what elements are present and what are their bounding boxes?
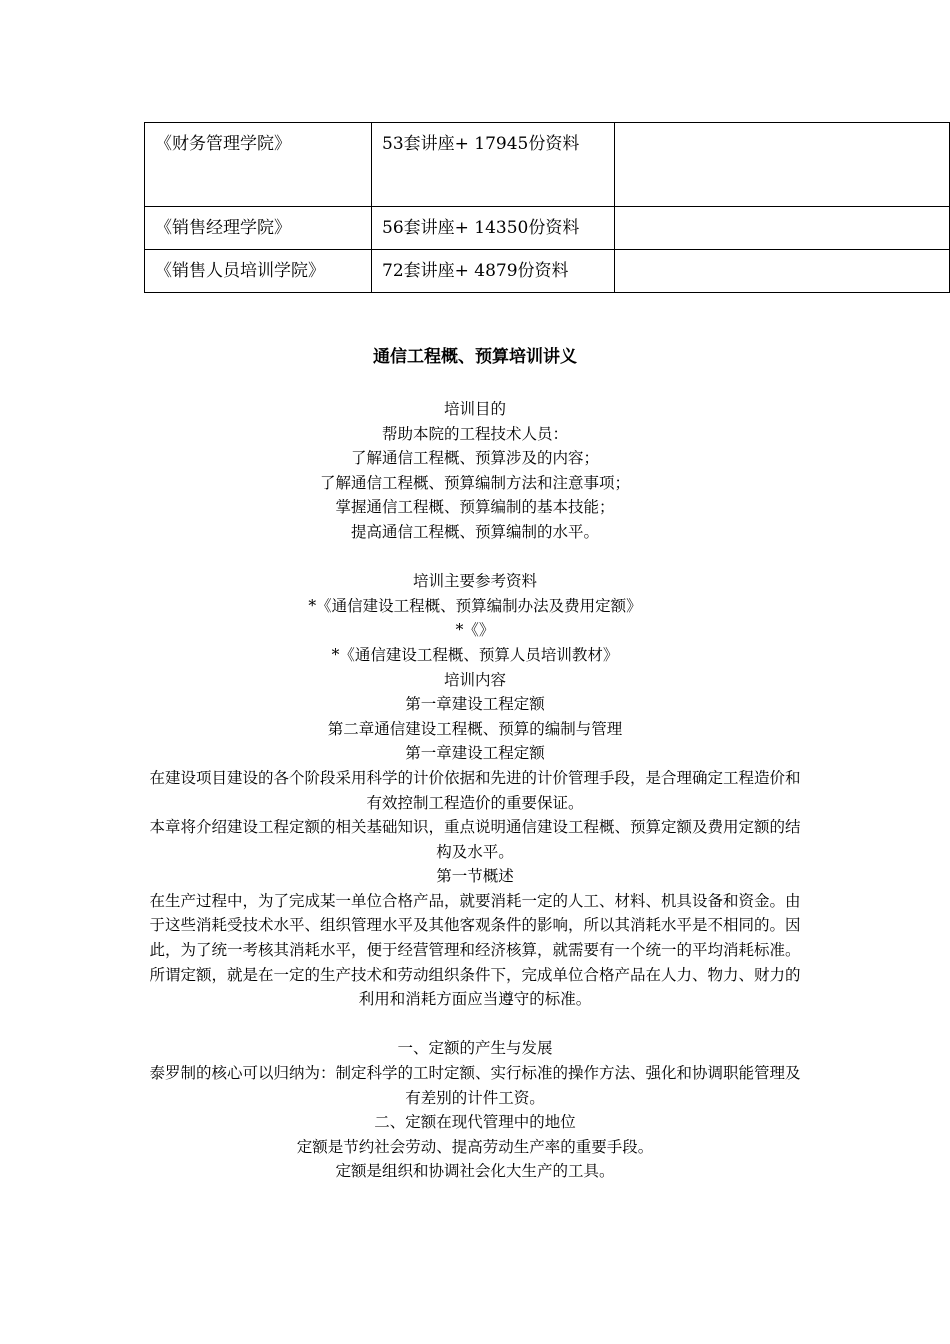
paragraph: 所谓定额，就是在一定的生产技术和劳动组织条件下，完成单位合格产品在人力、物力、财力的利用和消耗方面应当遵守的标准。 xyxy=(149,965,801,1009)
paragraph: 第一节概述 xyxy=(436,867,514,886)
resource-table xyxy=(144,122,950,293)
paragraph: 帮助本院的工程技术人员： xyxy=(381,424,568,443)
paragraph: 了解通信工程概、预算涉及的内容； xyxy=(350,449,599,468)
paragraph: 本章将介绍建设工程定额的相关基础知识，重点说明通信建设工程概、预算定额及费用定额的结构及水平。 xyxy=(149,818,801,861)
academy-name: 《财务管理学院》 xyxy=(145,123,372,207)
academy-content: 72套讲座+ 4879份资料 xyxy=(372,250,615,293)
academy-content: 56套讲座+ 14350份资料 xyxy=(372,207,615,250)
academy-name: 《销售经理学院》 xyxy=(145,207,372,250)
paragraph: *《通信建设工程概、预算人员培训教材》 xyxy=(331,645,619,664)
academy-note xyxy=(615,250,950,293)
blank-line xyxy=(144,1012,806,1037)
table-row xyxy=(145,207,950,250)
paragraph: 二、定额在现代管理中的地位 xyxy=(374,1113,576,1132)
academy-note xyxy=(615,207,950,250)
academy-content: 53套讲座+ 17945份资料 xyxy=(372,123,615,207)
paragraph: 培训主要参考资料 xyxy=(412,572,537,591)
paragraph: 了解通信工程概、预算编制方法和注意事项； xyxy=(319,473,630,492)
paragraph: *《》 xyxy=(455,621,495,640)
paragraph: 在生产过程中，为了完成某一单位合格产品，就要消耗一定的人工、材料、机具设备和资金。由于这些消耗受技术水平、组织管理水平及其他客观条件的影响，所以其消耗水平是不相同的。因此，为了统一考核其消耗水平，便于经营管理和经济核算，就需要有一个统一的平均消耗标准。 xyxy=(149,891,801,960)
table-row xyxy=(145,250,950,293)
paragraph: 在建设项目建设的各个阶段采用科学的计价依据和先进的计价管理手段，是合理确定工程造价和有效控制工程造价的重要保证。 xyxy=(149,768,801,812)
paragraph: 定额是节约社会劳动、提高劳动生产率的重要手段。 xyxy=(296,1137,654,1156)
paragraph: *《通信建设工程概、预算编制办法及费用定额》 xyxy=(308,596,642,615)
paragraph: 第一章建设工程定额 xyxy=(405,744,545,763)
paragraph: 第二章通信建设工程概、预算的编制与管理 xyxy=(327,719,623,738)
document-title: 通信工程概、预算培训讲义 xyxy=(373,347,577,367)
table-row xyxy=(145,123,950,207)
paragraph: 定额是组织和协调社会化大生产的工具。 xyxy=(335,1162,615,1181)
academy-note xyxy=(615,123,950,207)
academy-name: 《销售人员培训学院》 xyxy=(145,250,372,293)
paragraph: 一、定额的产生与发展 xyxy=(397,1039,553,1058)
paragraph: 掌握通信工程概、预算编制的基本技能； xyxy=(335,498,615,517)
paragraph: 培训目的 xyxy=(443,400,506,418)
paragraph: 泰罗制的核心可以归纳为：制定科学的工时定额、实行标准的操作方法、强化和协调职能管理及有差别的计件工资。 xyxy=(149,1064,801,1107)
blank-line xyxy=(144,545,806,570)
document-body xyxy=(144,345,806,1184)
paragraph: 培训内容 xyxy=(443,670,506,689)
paragraph: 第一章建设工程定额 xyxy=(405,695,545,714)
paragraph: 提高通信工程概、预算编制的水平。 xyxy=(350,522,599,541)
